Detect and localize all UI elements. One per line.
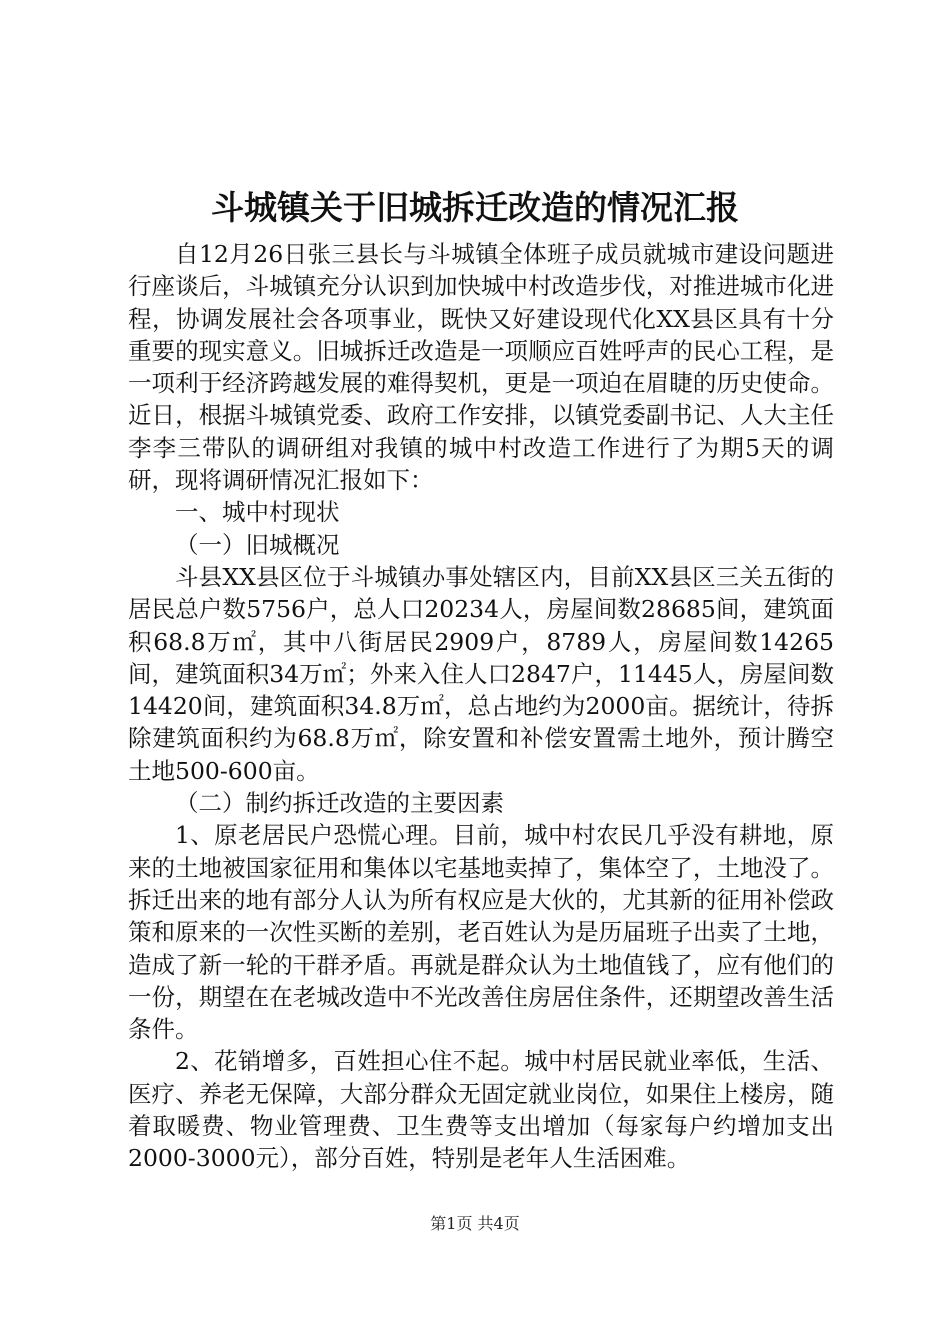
subsection-heading: （二）制约拆迁改造的主要因素	[175, 789, 504, 818]
document-title: 斗城镇关于旧城拆迁改造的情况汇报	[211, 188, 739, 227]
intro-paragraph: 自12月26日张三县长与斗城镇全体班子成员就城市建设问题进行座谈后，斗城镇充分认识到加快城中村改造步伐，对推进城市化进程，协调发展社会各项事业，既快又好建设现代化XX县区具有十分重要的现实意义。旧城拆迁改造是一项顺应百姓呼声的民心工程，是一项利于经济跨越发展的难得契机，更是一项迫在眉睫的历史使命。近日，根据斗城镇党委、政府工作安排，以镇党委副书记、人大主任李李三带队的调研组对我镇的城中村改造工作进行了为期5天的调研，现将调研情况汇报如下：	[128, 240, 834, 495]
subsection-heading: （一）旧城概况	[175, 530, 340, 559]
page-footer: 第1页 共4页	[430, 1214, 520, 1233]
document-body	[128, 238, 834, 1175]
section-heading: 一、城中村现状	[175, 498, 340, 527]
factor-paragraph: 1、原老居民户恐慌心理。目前，城中村农民几乎没有耕地，原来的土地被国家征用和集体以宅基地卖掉了，集体空了，土地没了。拆迁出来的地有部分人认为所有权应是大伙的，尤其新的征用补偿政策和原来的一次性买断的差别，老百姓认为是历届班子出卖了土地，造成了新一轮的干群矛盾。再就是群众认为土地值钱了，应有他们的一份，期望在在老城改造中不光改善住房居住条件，还期望改善生活条件。	[128, 821, 834, 1044]
factor-paragraph: 2、花销增多，百姓担心住不起。城中村居民就业率低，生活、医疗、养老无保障，大部分群众无固定就业岗位，如果住上楼房，随着取暖费、物业管理费、卫生费等支出增加（每家每户约增加支出2000-3000元），部分百姓，特别是老年人生活困难。	[128, 1047, 834, 1173]
overview-paragraph: 斗县XX县区位于斗城镇办事处辖区内，目前XX县区三关五街的居民总户数5756户，总人口20234人，房屋间数28685间，建筑面积68.8万㎡，其中八街居民2909户，8789人，房屋间数14265间，建筑面积34万㎡；外来入住人口2847户，11445人，房屋间数14420间，建筑面积34.8万㎡，总占地约为2000亩。据统计，待拆除建筑面积约为68.8万㎡，除安置和补偿安置需土地外，预计腾空土地500-600亩。	[128, 562, 834, 785]
